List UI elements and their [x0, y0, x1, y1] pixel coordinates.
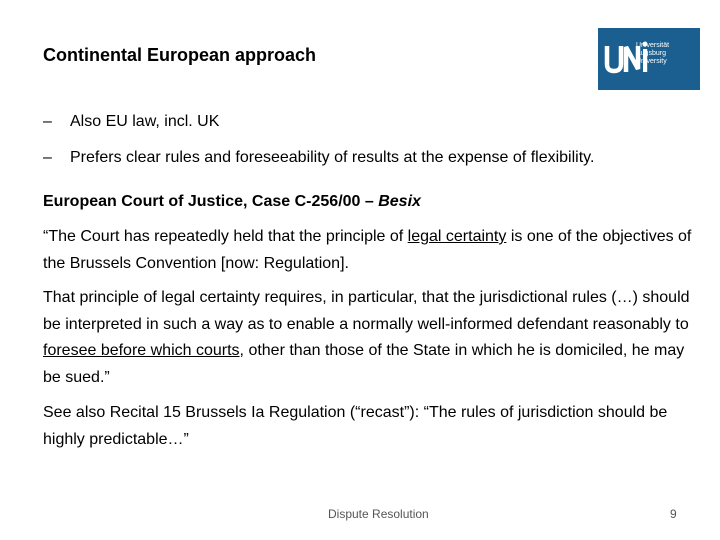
bullet-dash: –	[43, 113, 52, 130]
bullet-dash: –	[43, 149, 52, 166]
recital-paragraph: See also Recital 15 Brussels Ia Regulation (“recast”): “The rules of jurisdiction should be highly predictable…”	[43, 404, 668, 448]
case-heading	[43, 189, 693, 216]
logo-university-name: Universität Augsburg University	[636, 42, 670, 65]
case-name: Besix	[378, 193, 421, 210]
bullet-text: Also EU law, incl. UK	[70, 113, 220, 130]
footer-title: Dispute Resolution	[328, 507, 429, 521]
page-number: 9	[670, 507, 677, 521]
quote-paragraph-1: “The Court has repeatedly held that the principle of legal certainty is one of the objectives of the Brussels Convention [now: Regulation].	[43, 228, 692, 272]
underlined-foresee-courts: foresee before which courts	[43, 342, 240, 359]
slide-title: Continental European approach	[43, 45, 317, 65]
quote-paragraph-2: That principle of legal certainty requires, in particular, that the jurisdictional rules (…) should be interpreted in such a way as to enable a normally well-informed defendant reasonably to foresee before which courts, other than those of the State in which he is domiciled, he may be sued.”	[43, 289, 690, 386]
bullet-text: Prefers clear rules and foreseeability of results at the expense of flexibility.	[70, 149, 595, 166]
underlined-legal-certainty: legal certainty	[407, 228, 507, 245]
case-prefix: European Court of Justice, Case C-256/00 –	[43, 193, 379, 210]
